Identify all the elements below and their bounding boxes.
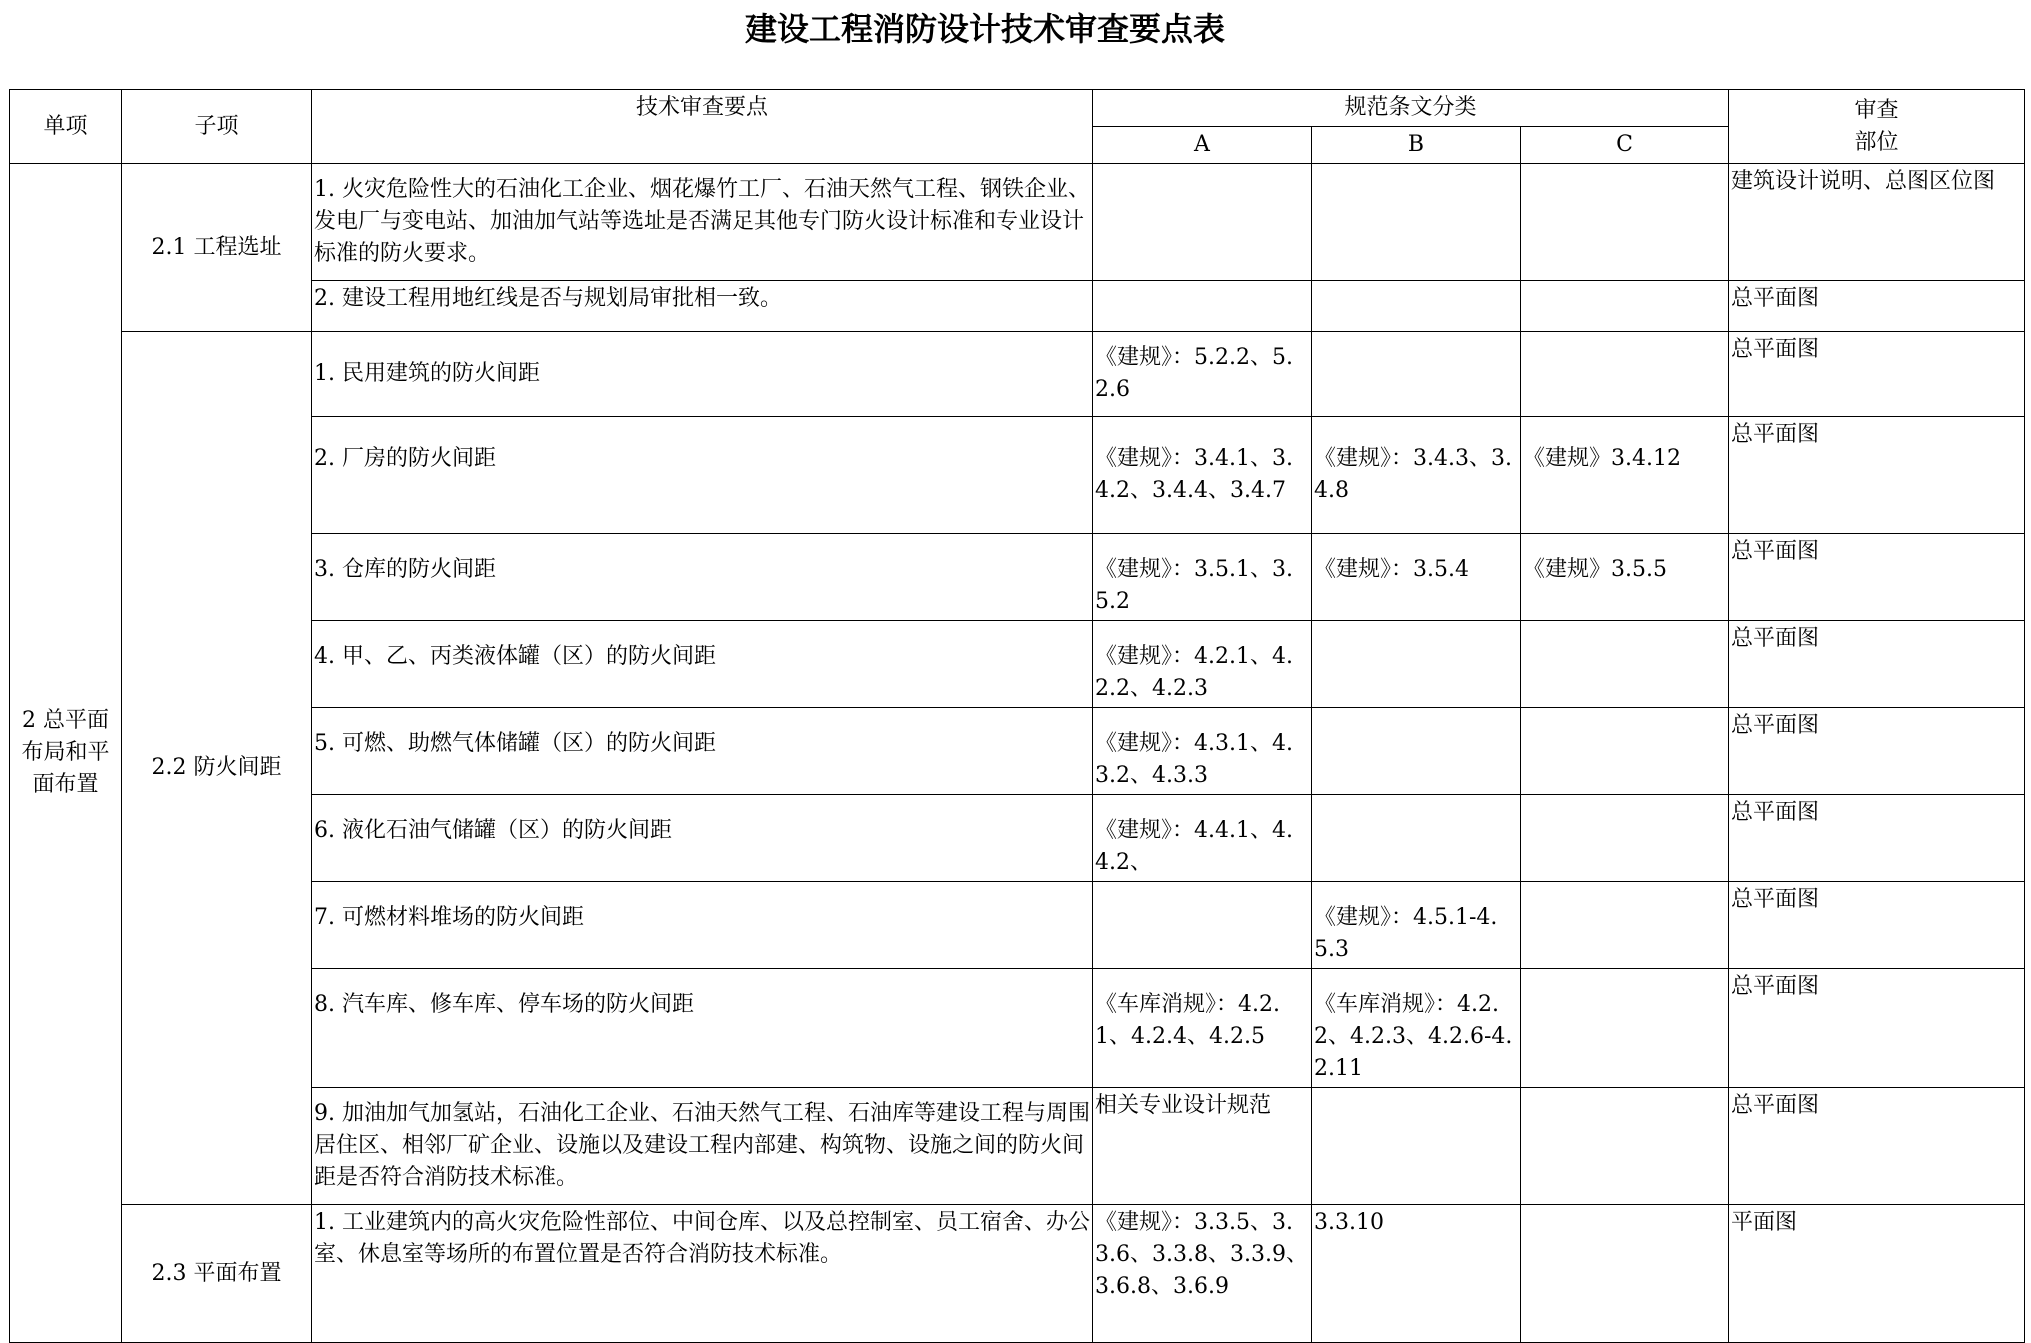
clause-c-cell: 《建规》3.5.5 xyxy=(1521,534,1729,621)
clause-a-cell: 相关专业设计规范 xyxy=(1093,1088,1312,1205)
clause-c-cell xyxy=(1521,281,1729,332)
clause-b-cell xyxy=(1312,332,1521,417)
point-cell: 9. 加油加气加氢站，石油化工企业、石油天然气工程、石油库等建设工程与周围居住区、相邻厂矿企业、设施以及建设工程内部建、构筑物、设施之间的防火间距是否符合消防技术标准。 xyxy=(312,1088,1093,1205)
review-part-cell: 平面图 xyxy=(1729,1205,2025,1343)
clause-a-cell: 《建规》：5.2.2、5.2.6 xyxy=(1093,332,1312,417)
review-part-cell: 总平面图 xyxy=(1729,417,2025,534)
clause-b-cell: 3.3.10 xyxy=(1312,1205,1521,1343)
clause-b-cell xyxy=(1312,1088,1521,1205)
header-col-a: A xyxy=(1093,127,1312,164)
clause-c-cell xyxy=(1521,708,1729,795)
clause-a-cell xyxy=(1093,164,1312,281)
header-col-c: C xyxy=(1521,127,1729,164)
clause-b-cell xyxy=(1312,708,1521,795)
header-item: 单项 xyxy=(10,90,122,164)
item-cell: 2 总平面 布局和平 面布置 xyxy=(10,164,122,1343)
clause-a-cell: 《建规》：3.3.5、3.3.6、3.3.8、3.3.9、3.6.8、3.6.9 xyxy=(1093,1205,1312,1343)
subitem-site-selection: 2.1 工程选址 xyxy=(122,164,312,332)
clause-b-cell xyxy=(1312,164,1521,281)
clause-a-cell: 《建规》：3.5.1、3.5.2 xyxy=(1093,534,1312,621)
point-cell: 6. 液化石油气储罐（区）的防火间距 xyxy=(312,795,1093,882)
page-title: 建设工程消防设计技术审查要点表 xyxy=(744,10,1225,48)
header-part: 审查 部位 xyxy=(1729,90,2025,164)
header-col-b: B xyxy=(1312,127,1521,164)
clause-b-cell xyxy=(1312,621,1521,708)
subitem-fire-separation: 2.2 防火间距 xyxy=(122,332,312,1205)
point-cell: 5. 可燃、助燃气体储罐（区）的防火间距 xyxy=(312,708,1093,795)
clause-a-cell: 《建规》：4.3.1、4.3.2、4.3.3 xyxy=(1093,708,1312,795)
point-cell: 2. 建设工程用地红线是否与规划局审批相一致。 xyxy=(312,281,1093,332)
clause-b-cell: 《建规》：3.4.3、3.4.8 xyxy=(1312,417,1521,534)
clause-b-cell xyxy=(1312,795,1521,882)
header-points: 技术审查要点 xyxy=(312,90,1093,164)
clause-c-cell xyxy=(1521,969,1729,1088)
point-cell: 1. 民用建筑的防火间距 xyxy=(312,332,1093,417)
review-part-cell: 总平面图 xyxy=(1729,882,2025,969)
point-cell: 2. 厂房的防火间距 xyxy=(312,417,1093,534)
clause-a-cell: 《建规》：4.4.1、4.4.2、 xyxy=(1093,795,1312,882)
subitem-plan-layout: 2.3 平面布置 xyxy=(122,1205,312,1343)
clause-b-cell xyxy=(1312,281,1521,332)
clause-c-cell xyxy=(1521,882,1729,969)
review-part-cell: 总平面图 xyxy=(1729,621,2025,708)
review-part-cell: 总平面图 xyxy=(1729,332,2025,417)
clause-c-cell: 《建规》3.4.12 xyxy=(1521,417,1729,534)
header-subitem: 子项 xyxy=(122,90,312,164)
clause-c-cell xyxy=(1521,332,1729,417)
review-part-cell: 建筑设计说明、总图区位图 xyxy=(1729,164,2025,281)
review-table xyxy=(9,89,2025,1343)
review-part-cell: 总平面图 xyxy=(1729,534,2025,621)
clause-a-cell xyxy=(1093,882,1312,969)
clause-c-cell xyxy=(1521,795,1729,882)
clause-b-cell: 《建规》：3.5.4 xyxy=(1312,534,1521,621)
clause-a-cell: 《建规》：4.2.1、4.2.2、4.2.3 xyxy=(1093,621,1312,708)
review-part-cell: 总平面图 xyxy=(1729,969,2025,1088)
review-part-cell: 总平面图 xyxy=(1729,1088,2025,1205)
point-cell: 1. 工业建筑内的高火灾危险性部位、中间仓库、以及总控制室、员工宿舍、办公室、休息室等场所的布置位置是否符合消防技术标准。 xyxy=(312,1205,1093,1343)
point-cell: 8. 汽车库、修车库、停车场的防火间距 xyxy=(312,969,1093,1088)
clause-c-cell xyxy=(1521,1205,1729,1343)
point-cell: 1. 火灾危险性大的石油化工企业、烟花爆竹工厂、石油天然气工程、钢铁企业、发电厂与变电站、加油加气站等选址是否满足其他专门防火设计标准和专业设计标准的防火要求。 xyxy=(312,164,1093,281)
clause-c-cell xyxy=(1521,164,1729,281)
point-cell: 7. 可燃材料堆场的防火间距 xyxy=(312,882,1093,969)
clause-a-cell: 《建规》：3.4.1、3.4.2、3.4.4、3.4.7 xyxy=(1093,417,1312,534)
point-cell: 4. 甲、乙、丙类液体罐（区）的防火间距 xyxy=(312,621,1093,708)
review-part-cell: 总平面图 xyxy=(1729,795,2025,882)
point-cell: 3. 仓库的防火间距 xyxy=(312,534,1093,621)
clause-b-cell: 《车库消规》：4.2.2、4.2.3、4.2.6-4.2.11 xyxy=(1312,969,1521,1088)
clause-a-cell: 《车库消规》：4.2.1、4.2.4、4.2.5 xyxy=(1093,969,1312,1088)
clause-b-cell: 《建规》：4.5.1-4.5.3 xyxy=(1312,882,1521,969)
clause-c-cell xyxy=(1521,621,1729,708)
clause-a-cell xyxy=(1093,281,1312,332)
header-category: 规范条文分类 xyxy=(1093,90,1729,127)
review-part-cell: 总平面图 xyxy=(1729,708,2025,795)
review-part-cell: 总平面图 xyxy=(1729,281,2025,332)
clause-c-cell xyxy=(1521,1088,1729,1205)
